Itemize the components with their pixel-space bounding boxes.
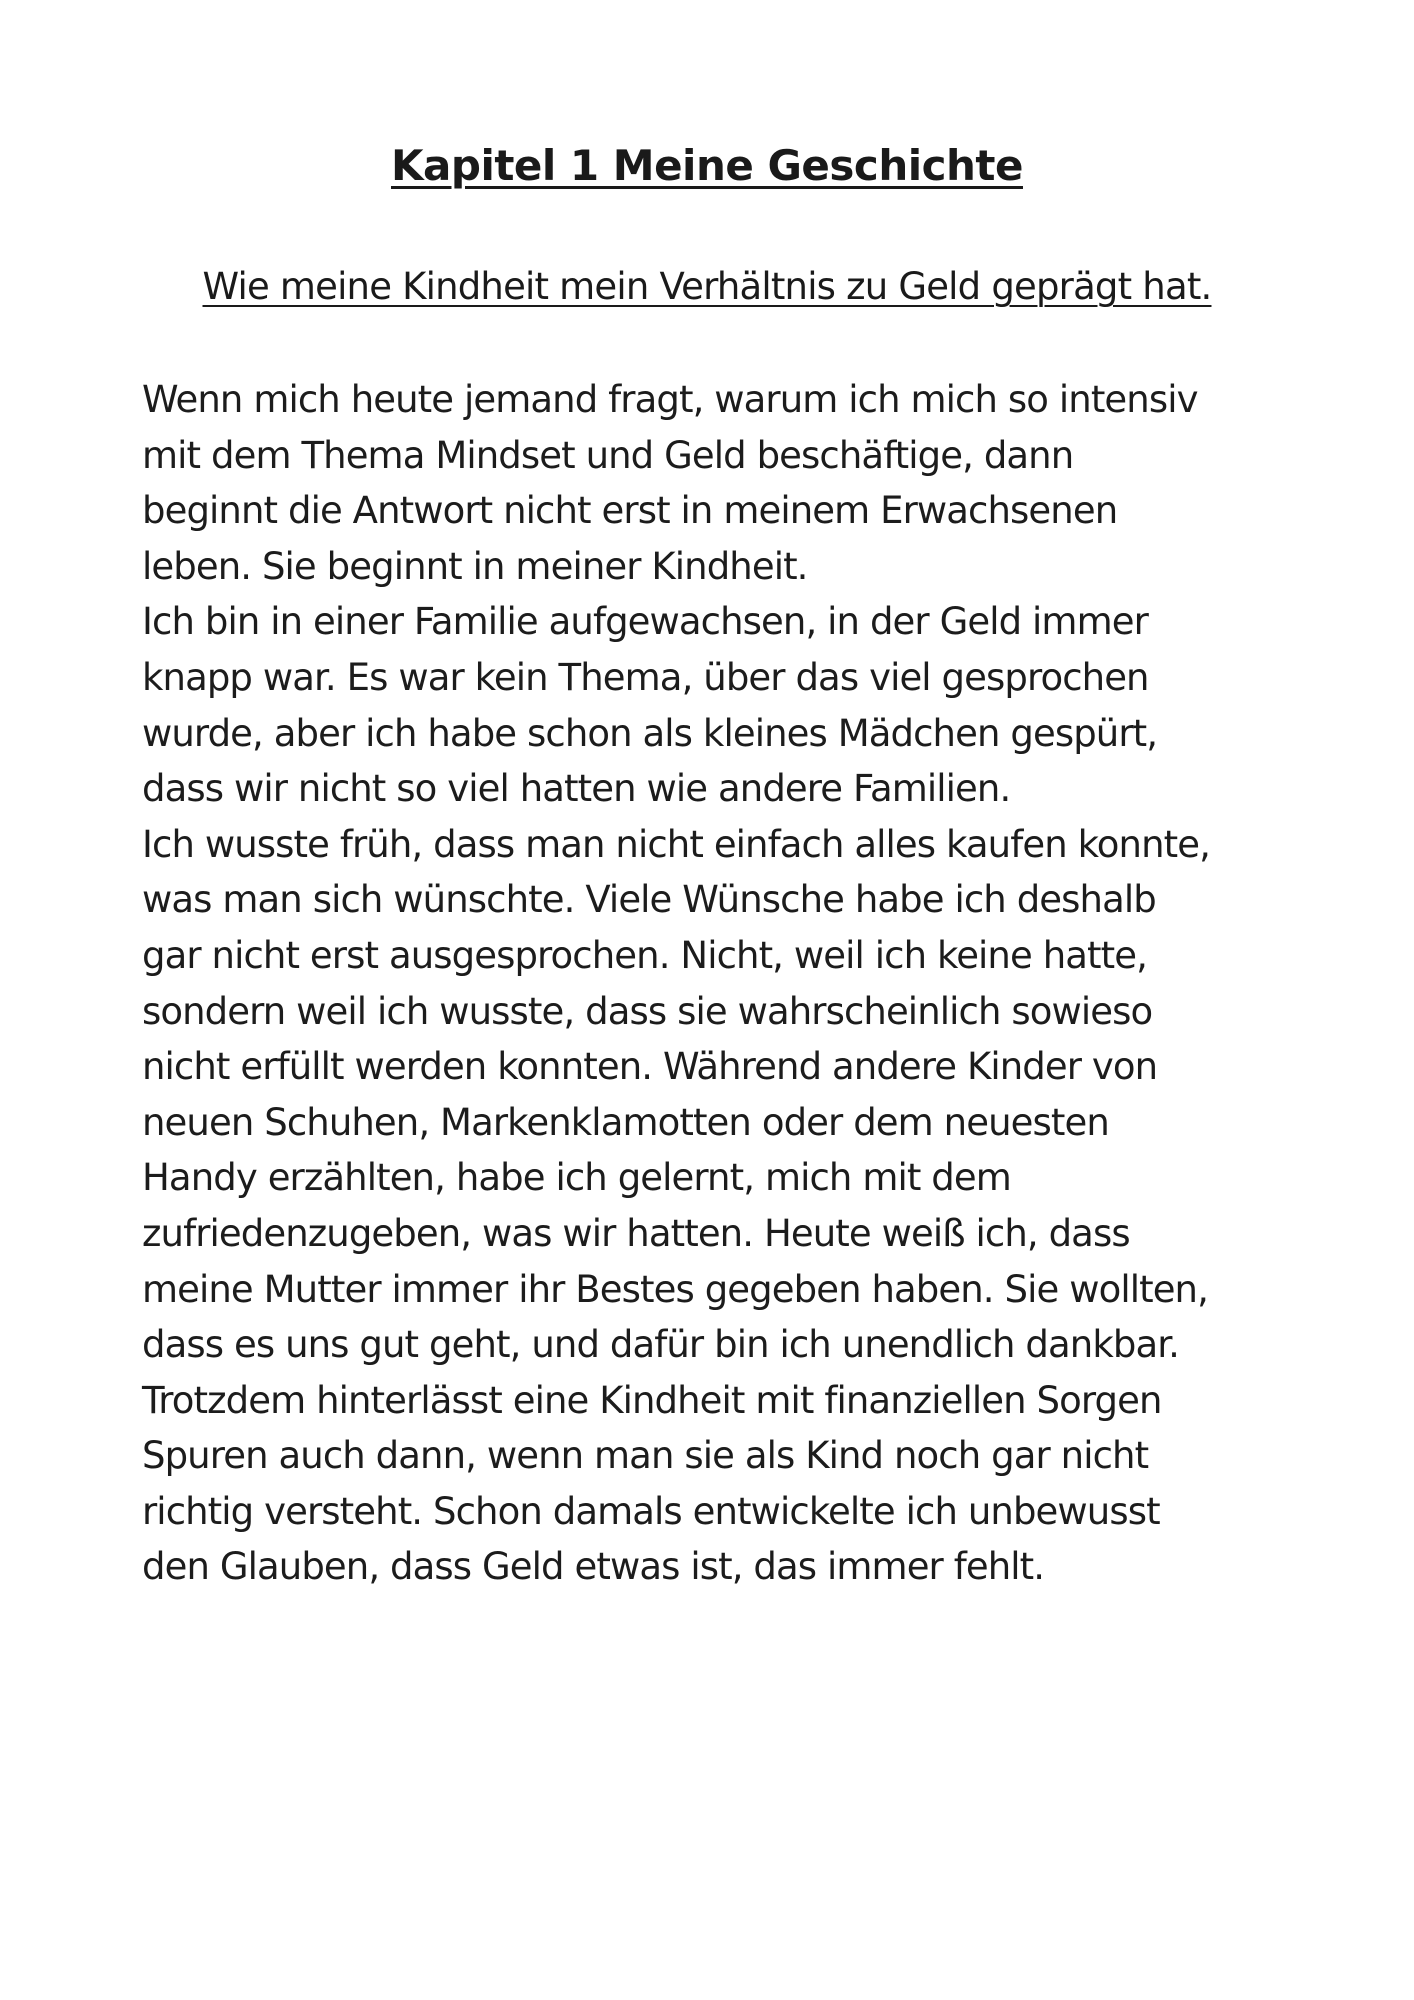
- chapter-title: Kapitel 1 Meine Geschichte: [391, 141, 1023, 190]
- body-line: neuen Schuhen, Markenklamotten oder dem neuesten: [142, 1100, 1109, 1144]
- body-line: Trotzdem hinterlässt eine Kindheit mit finanziellen Sorgen: [142, 1378, 1162, 1422]
- body-line: Handy erzählten, habe ich gelernt, mich mit dem: [142, 1156, 1011, 1200]
- chapter-subtitle: Wie meine Kindheit mein Verhältnis zu Geld geprägt hat.: [202, 265, 1212, 308]
- body-line: dass wir nicht so viel hatten wie andere Familien.: [142, 767, 1011, 811]
- body-line: zufriedenzugeben, was wir hatten. Heute weiß ich, dass: [142, 1211, 1130, 1255]
- body-line: richtig versteht. Schon damals entwickelte ich unbewusst: [142, 1489, 1160, 1533]
- body-line: nicht erfüllt werden konnten. Während andere Kinder von: [142, 1045, 1158, 1089]
- body-line: Ich bin in einer Familie aufgewachsen, in der Geld immer: [142, 600, 1148, 644]
- body-line: mit dem Thema Mindset und Geld beschäftige, dann: [142, 433, 1074, 477]
- body-line: gar nicht erst ausgesprochen. Nicht, weil ich keine hatte,: [142, 933, 1147, 977]
- body-text: [142, 372, 1302, 1595]
- body-line: leben. Sie beginnt in meiner Kindheit.: [142, 544, 808, 588]
- body-line: was man sich wünschte. Viele Wünsche habe ich deshalb: [142, 878, 1156, 922]
- body-line: knapp war. Es war kein Thema, über das viel gesprochen: [142, 655, 1149, 699]
- body-line: sondern weil ich wusste, dass sie wahrscheinlich sowieso: [142, 989, 1153, 1033]
- body-line: den Glauben, dass Geld etwas ist, das immer fehlt.: [142, 1545, 1045, 1589]
- body-line: Spuren auch dann, wenn man sie als Kind noch gar nicht: [142, 1434, 1149, 1478]
- body-line: Wenn mich heute jemand fragt, warum ich mich so intensiv: [142, 378, 1198, 421]
- body-line: Ich wusste früh, dass man nicht einfach alles kaufen konnte,: [142, 822, 1210, 866]
- body-line: dass es uns gut geht, und dafür bin ich unendlich dankbar.: [142, 1323, 1180, 1367]
- body-line: wurde, aber ich habe schon als kleines Mädchen gespürt,: [142, 711, 1158, 755]
- body-line: beginnt die Antwort nicht erst in meinem Erwachsenen: [142, 489, 1118, 533]
- body-line: meine Mutter immer ihr Bestes gegeben haben. Sie wollten,: [142, 1267, 1208, 1311]
